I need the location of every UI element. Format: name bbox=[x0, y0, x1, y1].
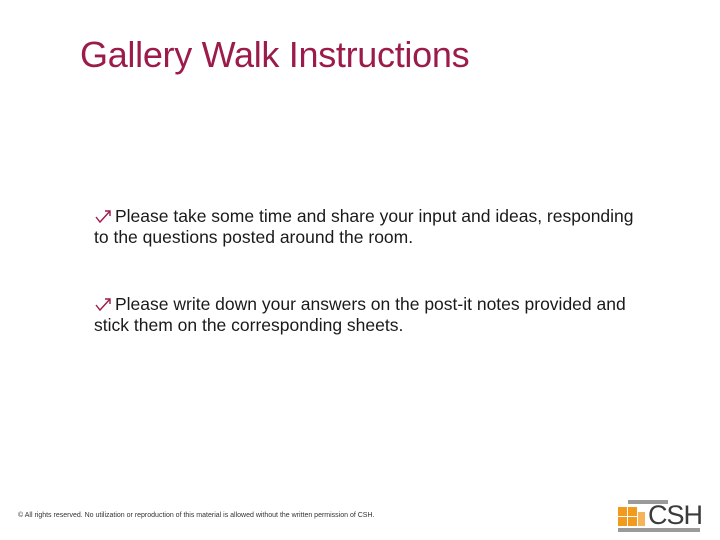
bullet-text-1: Please take some time and share your input and ideas, responding to the questions posted around the room. bbox=[94, 206, 634, 247]
logo-text: CSH bbox=[648, 500, 703, 530]
check-arrow-icon bbox=[94, 296, 112, 312]
bullet-item-1 bbox=[80, 206, 634, 248]
csh-logo bbox=[618, 498, 703, 534]
bullet-text-2: Please write down your answers on the post-it notes provided and stick them on the corresponding sheets. bbox=[94, 294, 626, 335]
copyright-notice: © All rights reserved. No utilization or reproduction of this material is allowed without the written permission of CSH. bbox=[18, 512, 375, 519]
check-arrow-icon bbox=[94, 208, 112, 224]
slide-title: Gallery Walk Instructions bbox=[80, 34, 470, 75]
bullet-item-2 bbox=[80, 294, 634, 336]
